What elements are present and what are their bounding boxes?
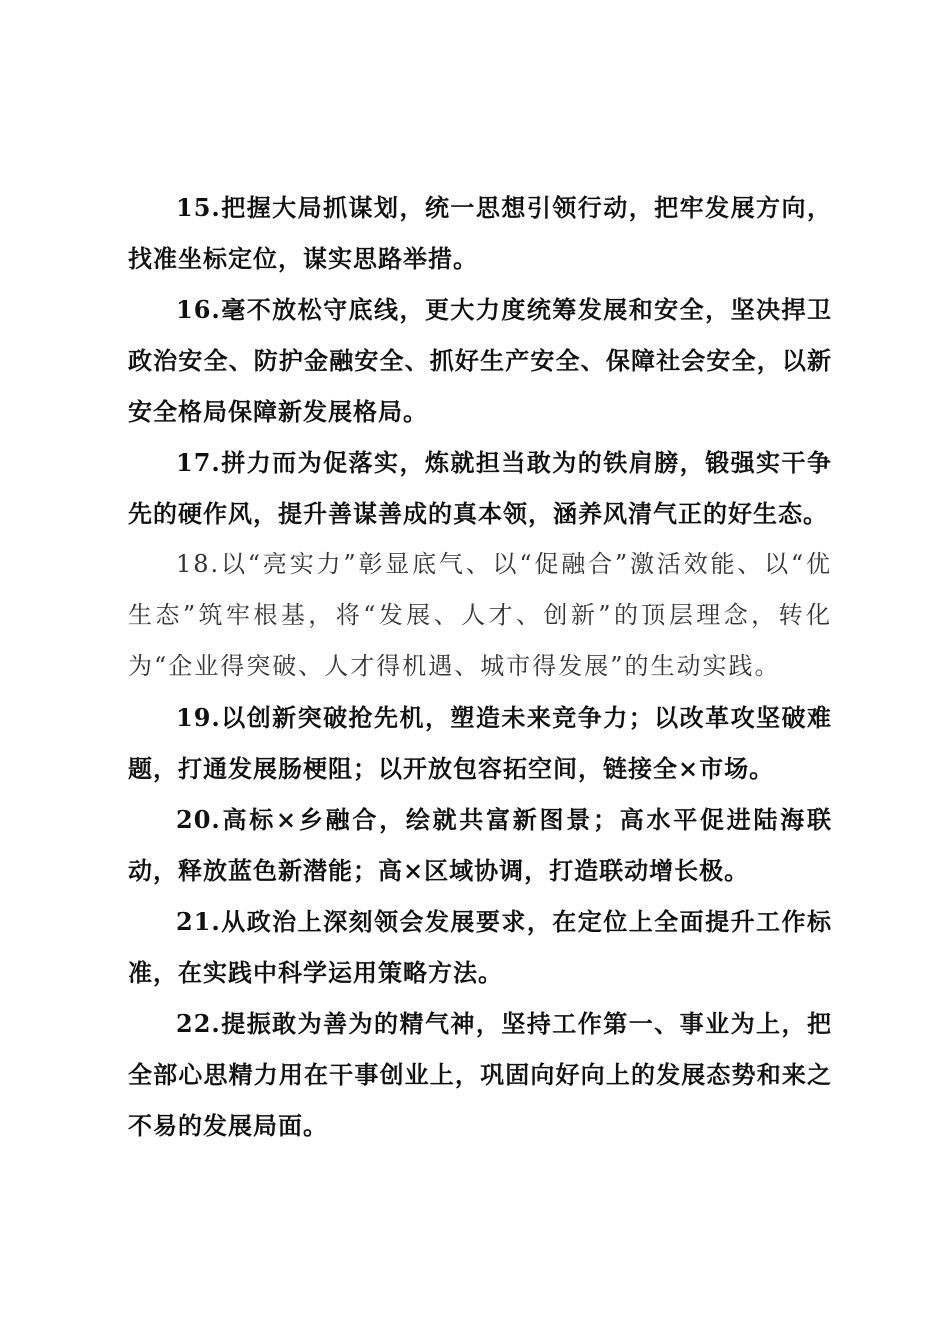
paragraph-16: 16.毫不放松守底线，更大力度统筹发展和安全，坚决捍卫政治安全、防护金融安全、抓好生产安全、保障社会安全，以新安全格局保障新发展格局。 [128, 295, 832, 426]
paragraph-19: 19.以创新突破抢先机，塑造未来竞争力；以改革攻坚破难题，打通发展肠梗阻；以开放包容拓空间，链接全×市场。 [128, 703, 832, 783]
paragraph-18: 18.以“亮实力”彰显底气、以“促融合”激活效能、以“优生态”筑牢根基，将“发展、人才、创新”的顶层理念，转化为“企业得突破、人才得机遇、城市得发展”的生动实践。 [128, 550, 832, 680]
paragraph-22: 22.提振敢为善为的精气神，坚持工作第一、事业为上，把全部心思精力用在干事创业上，巩固向好向上的发展态势和来之不易的发展局面。 [128, 1009, 832, 1140]
paragraph-20: 20.高标×乡融合，绘就共富新图景；高水平促进陆海联动，释放蓝色新潜能；高×区域协调，打造联动增长极。 [128, 805, 832, 885]
paragraph-21: 21.从政治上深刻领会发展要求，在定位上全面提升工作标准，在实践中科学运用策略方法。 [128, 907, 832, 987]
paragraph-17: 17.拼力而为促落实，炼就担当敢为的铁肩膀，锻强实干争先的硬作风，提升善谋善成的真本领，涵养风清气正的好生态。 [128, 448, 832, 528]
paragraph-15: 15.把握大局抓谋划，统一思想引领行动，把牢发展方向，找准坐标定位，谋实思路举措。 [128, 193, 832, 273]
document-body [128, 182, 832, 1151]
